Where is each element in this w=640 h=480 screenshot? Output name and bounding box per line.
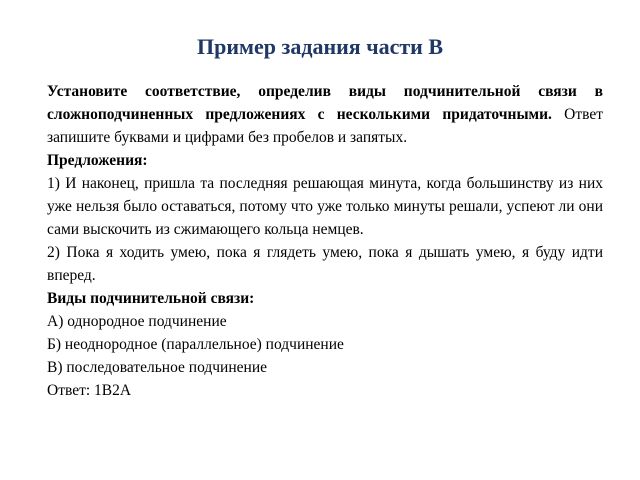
sentence-2: 2) Пока я ходить умею, пока я глядеть умею, пока я дышать умею, я буду идти вперед. [47,244,603,284]
instruction-bold: Установите соответствие, определив виды подчинительной связи в сложноподчиненных предложениях с несколькими придаточными. [47,83,603,123]
sentences-heading: Предложения: [47,152,148,169]
answer: Ответ: 1В2А [47,382,132,399]
sentence-1: 1) И наконец, пришла та последняя решающая минута, когда большинству из них уже нельзя было оставаться, потому что уже только минуты решали, успеют ли они сами выскочить из сжимающего кольца немцев. [47,175,603,238]
types-heading: Виды подчинительной связи: [47,290,255,307]
instruction-rest: Ответ запишите буквами и цифрами без пробелов и запятых. [47,106,604,146]
task-instruction [47,80,603,149]
type-c: В) последовательное подчинение [47,359,267,376]
type-b: Б) неоднородное (параллельное) подчинение [47,336,344,353]
type-a: А) однородное подчинение [47,313,227,330]
task-content [47,80,603,402]
slide-title: Пример задания части В [196,34,444,59]
